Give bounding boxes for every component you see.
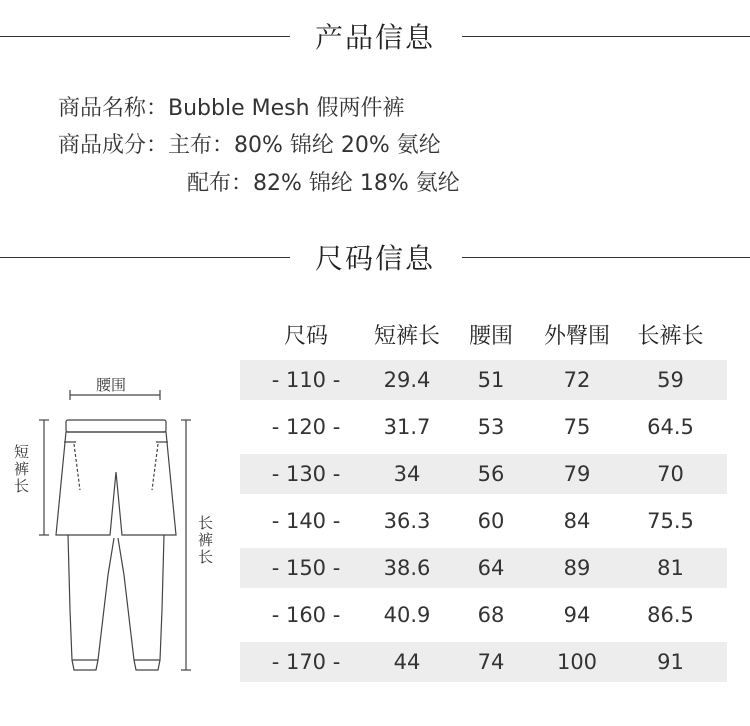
pants-size-diagram xyxy=(0,360,240,722)
size-cell: - 150 - xyxy=(271,556,341,580)
table-row xyxy=(240,454,727,494)
size-cell: - 170 - xyxy=(271,650,341,674)
table-row xyxy=(240,407,727,447)
header-size: 尺码 xyxy=(283,323,328,349)
table-row xyxy=(240,360,727,400)
composition-main-fabric: 主布：80% 锦纶 20% 氨纶 xyxy=(168,133,441,158)
long-length-label: 长裤长 xyxy=(196,515,214,566)
hip-cell: 75 xyxy=(563,415,591,439)
hip-cell: 94 xyxy=(563,603,591,627)
short-length-cell: 38.6 xyxy=(383,556,431,580)
header-short-length: 短裤长 xyxy=(373,323,440,349)
section-header-size-info xyxy=(0,237,750,277)
header-long-length: 长裤长 xyxy=(637,323,704,349)
header-hip: 外臀围 xyxy=(543,323,610,349)
waist-cell: 53 xyxy=(477,415,505,439)
short-length-cell: 29.4 xyxy=(383,368,431,392)
product-name-value: Bubble Mesh 假两件裤 xyxy=(168,96,405,121)
short-length-cell: 36.3 xyxy=(383,509,431,533)
size-cell: - 130 - xyxy=(271,462,341,486)
short-length-cell: 34 xyxy=(393,462,421,486)
long-length-cell: 70 xyxy=(657,462,684,486)
hip-cell: 79 xyxy=(563,462,591,486)
size-cell: - 120 - xyxy=(271,415,341,439)
product-name-label: 商品名称： xyxy=(58,96,169,121)
hip-cell: 89 xyxy=(563,556,591,580)
table-row xyxy=(240,595,727,635)
waist-cell: 64 xyxy=(477,556,505,580)
long-length-cell: 81 xyxy=(657,556,684,580)
size-cell: - 140 - xyxy=(271,509,341,533)
size-cell: - 110 - xyxy=(271,368,341,392)
hip-cell: 84 xyxy=(563,509,591,533)
composition-secondary-fabric: 配布：82% 锦纶 18% 氨纶 xyxy=(187,171,460,196)
short-length-cell: 44 xyxy=(393,650,421,674)
table-row xyxy=(240,548,727,588)
table-row xyxy=(240,501,727,541)
section-title: 尺码信息 xyxy=(314,242,435,275)
long-length-cell: 64.5 xyxy=(647,415,694,439)
section-title: 产品信息 xyxy=(314,21,435,54)
hip-cell: 72 xyxy=(563,368,591,392)
short-length-label: 短裤长 xyxy=(12,444,30,495)
short-length-cell: 31.7 xyxy=(383,415,431,439)
product-name-row xyxy=(58,91,405,122)
product-composition-row-2 xyxy=(187,166,460,197)
divider-line xyxy=(462,257,750,258)
divider-line xyxy=(462,36,750,37)
waist-cell: 56 xyxy=(477,462,505,486)
size-table xyxy=(240,314,727,674)
long-length-cell: 86.5 xyxy=(647,603,694,627)
waist-cell: 51 xyxy=(477,368,505,392)
header-waist: 腰围 xyxy=(468,323,513,349)
waist-label: 腰围 xyxy=(96,376,127,394)
product-composition-label: 商品成分： xyxy=(58,133,169,158)
long-length-cell: 59 xyxy=(657,368,684,392)
section-header-product-info xyxy=(0,16,750,56)
long-length-cell: 91 xyxy=(657,650,684,674)
waist-cell: 68 xyxy=(477,603,505,627)
table-row xyxy=(240,642,727,682)
short-length-cell: 40.9 xyxy=(383,603,431,627)
waist-cell: 74 xyxy=(477,650,505,674)
product-composition-row xyxy=(58,128,441,159)
size-cell: - 160 - xyxy=(271,603,341,627)
hip-cell: 100 xyxy=(556,650,598,674)
long-length-cell: 75.5 xyxy=(647,509,694,533)
waist-cell: 60 xyxy=(477,509,505,533)
table-header-row xyxy=(240,314,727,354)
